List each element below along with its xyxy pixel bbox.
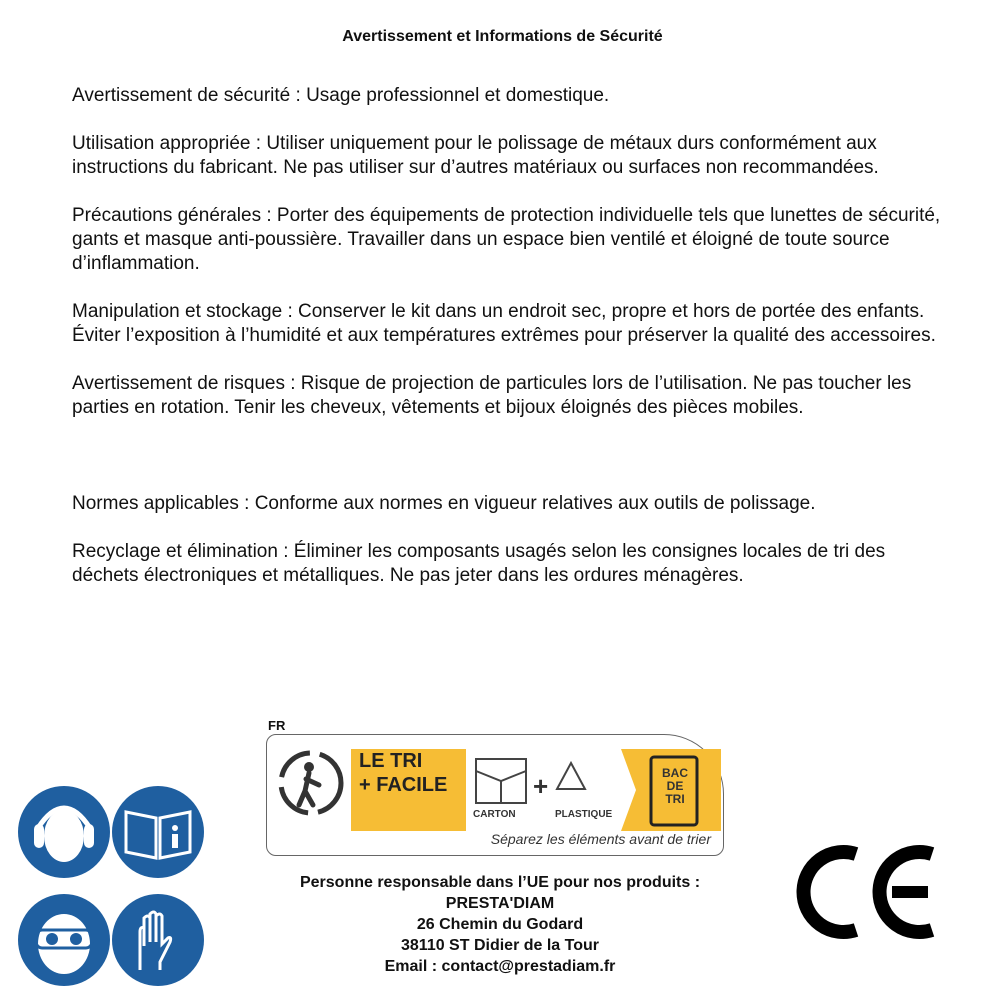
safety-text xyxy=(72,84,942,612)
paragraph-recycling: Recyclage et élimination : Éliminer les composants usagés selon les consignes locales de tri des déchets électroniques et métalliques. Ne pas jeter dans les ordures ménagères. xyxy=(72,541,886,586)
tri-label xyxy=(359,749,447,797)
plus-sign: + xyxy=(533,771,549,801)
bac-de-tri-label xyxy=(655,767,695,806)
address-street: 26 Chemin du Godard xyxy=(416,916,584,933)
ear-protection-icon xyxy=(16,784,112,880)
address-city: 38110 ST Didier de la Tour xyxy=(401,937,599,954)
recycle-person-icon xyxy=(275,747,347,819)
carton-label: CARTON xyxy=(473,809,516,820)
plastique-label: PLASTIQUE xyxy=(555,809,613,820)
read-manual-icon xyxy=(110,784,206,880)
contact-email: Email : contact@prestadiam.fr xyxy=(384,958,616,975)
paragraph-safety-warning: Avertissement de sécurité : Usage professionnel et domestique. xyxy=(72,85,610,106)
ce-mark-icon xyxy=(796,840,938,944)
country-code: FR xyxy=(268,718,286,733)
company-name: PRESTA'DIAM xyxy=(445,895,555,912)
gloves-icon xyxy=(110,892,206,988)
paragraph-appropriate-use: Utilisation appropriée : Utiliser uniquement pour le polissage de métaux durs conformément aux instructions du fabricant. Ne pas utiliser sur d’autres matériaux ou surfaces non recommandées. xyxy=(72,133,879,178)
responsible-heading: Personne responsable dans l’UE pour nos produits : xyxy=(299,874,701,891)
triman-note: Séparez les éléments avant de trier xyxy=(490,831,711,847)
bac-line1: BAC xyxy=(662,766,688,780)
responsible-person xyxy=(250,872,750,977)
bac-line2: DE xyxy=(666,779,684,793)
page-title: Avertissement et Informations de Sécurité xyxy=(342,28,663,45)
paragraph-handling-storage: Manipulation et stockage : Conserver le kit dans un endroit sec, propre et hors de portée des enfants. Éviter l’exposition à l’humidité et aux températures extrêmes pour préserver la qualité des accessoires. xyxy=(72,301,936,346)
eye-protection-icon xyxy=(16,892,112,988)
triman-logo xyxy=(266,718,726,858)
tri-line1: LE TRI xyxy=(359,750,423,772)
tri-line2: + FACILE xyxy=(359,774,448,796)
paragraph-general-precautions: Précautions générales : Porter des équipements de protection individuelle tels que lunettes de sécurité, gants et masque anti-poussière. Travailler dans un espace bien ventilé et éloigné de toute source d’inflammation. xyxy=(72,205,941,274)
paragraph-standards: Normes applicables : Conforme aux normes en vigueur relatives aux outils de polissage. xyxy=(72,493,816,514)
paragraph-risk-warning: Avertissement de risques : Risque de projection de particules lors de l’utilisation. Ne pas toucher les parties en rotation. Tenir les cheveux, vêtements et bijoux éloignés des pièces mobiles. xyxy=(72,373,912,418)
triman-box xyxy=(266,734,724,856)
bac-line3: TRI xyxy=(665,792,685,806)
